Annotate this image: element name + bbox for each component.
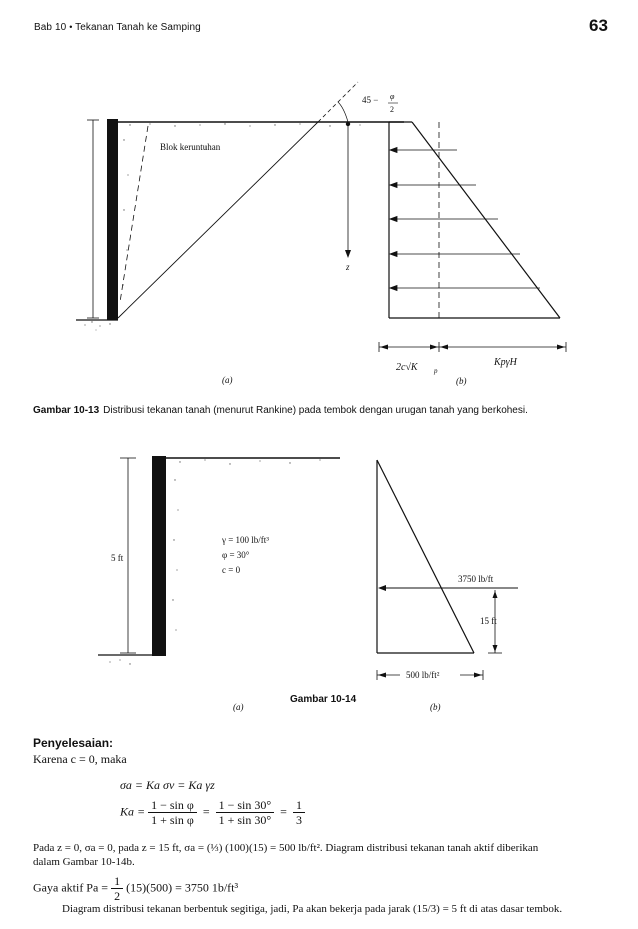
active-force-line — [33, 874, 238, 903]
eq2-fraction-2 — [216, 798, 275, 827]
tension-crack-line — [120, 126, 148, 302]
eq2-f3-num: 1 — [293, 798, 305, 813]
pressure-triangle — [377, 460, 518, 680]
retaining-wall — [107, 119, 118, 320]
figure-10-13 — [0, 0, 638, 400]
width-label-left-sub: p — [434, 367, 438, 375]
z-label: z — [346, 262, 350, 272]
angle-frac-den: 2 — [390, 105, 394, 114]
fig13-label-b: (b) — [456, 376, 467, 386]
soil-stipple — [109, 459, 320, 664]
retaining-wall — [152, 456, 166, 656]
figure-10-14 — [0, 440, 638, 720]
width-label-left: 2c√K — [396, 362, 418, 373]
angle-frac-num: φ — [390, 92, 395, 101]
angle-label: 45 − — [362, 95, 379, 105]
force-frac-num: 1 — [111, 874, 123, 889]
fig14-label-b: (b) — [430, 702, 441, 712]
paragraph-2: Diagram distribusi tekanan berbentuk segitiga, jadi, Pa akan bekerja pada jarak (15/3) = 5 ft di atas dasar tembok. — [62, 903, 563, 915]
solution-intro: Karena c = 0, maka — [33, 752, 127, 766]
eq2-f1-num: 1 − sin φ — [148, 798, 197, 813]
eq2-f3-den: 3 — [295, 813, 302, 827]
eq2-lhs: Ka = — [120, 804, 146, 819]
chapter-title: Tekanan Tanah ke Samping — [75, 22, 201, 33]
base-pressure-label: 500 lb/ft² — [406, 670, 440, 680]
height-label: 5 ft — [111, 553, 124, 563]
header-separator: • — [69, 22, 73, 32]
figure-10-13-caption — [33, 405, 623, 416]
eq2-f2-den: 1 + sin 30° — [218, 813, 272, 827]
force-suffix: (15)(500) = 3750 1b/ft³ — [126, 880, 239, 895]
force-fraction — [111, 874, 123, 903]
eq2-f1-den: 1 + sin φ — [151, 813, 194, 827]
caption-text: Distribusi tekanan tanah (menurut Rankine) pada tembok dengan urugan tanah yang berkohesi. — [103, 405, 528, 416]
caption-label: Gambar 10-13 — [33, 405, 100, 416]
equation-1: σa = Ka σv = Ka γz — [120, 778, 215, 792]
width-label-right: KpγH — [494, 357, 517, 368]
angle-arc — [338, 102, 348, 122]
fig13-label-a: (a) — [222, 375, 233, 385]
cohesion-label: c = 0 — [222, 565, 241, 575]
paragraph-1-line-1: Pada z = 0, σa = 0, pada z = 15 ft, σa = (⅓) (100)(15) = 500 lb/ft². Diagram distribusi tekanan tanah aktif diberikan — [33, 842, 539, 854]
soil-surface-stipple — [84, 123, 360, 330]
figure-10-14-caption: Gambar 10-14 — [290, 694, 357, 705]
fig14-label-a: (a) — [233, 702, 244, 712]
phi-label: φ = 30° — [222, 550, 250, 560]
resultant-label: 3750 lb/ft — [458, 574, 494, 584]
arm-label: 15 ft — [480, 616, 497, 626]
paragraph-1-line-2: dalam Gambar 10-14b. — [33, 856, 135, 868]
solution-heading: Penyelesaian: — [33, 736, 114, 750]
eq2-fraction-3 — [293, 798, 305, 827]
equation-2: Ka = $\frac{\text{1 − sin φ}}{\text{1 + sin φ}}$ = $\frac{1 - \sin 30^\circ}{1 + \sin 30^\circ}$ = $\frac{1}{3}$ — [120, 798, 305, 827]
pressure-diagram-b — [379, 122, 566, 352]
page-number: 63 — [589, 16, 608, 35]
eq2-f2-num: 1 − sin 30° — [216, 798, 275, 813]
eq2-fraction-1 — [148, 798, 197, 827]
force-frac-den: 2 — [114, 889, 121, 903]
chapter-label: Bab 10 — [34, 22, 67, 33]
force-prefix: Gaya aktif Pa = — [33, 880, 109, 895]
gamma-label: γ = 100 lb/ft³ — [222, 535, 269, 545]
wedge-label: Blok keruntuhan — [160, 142, 221, 152]
